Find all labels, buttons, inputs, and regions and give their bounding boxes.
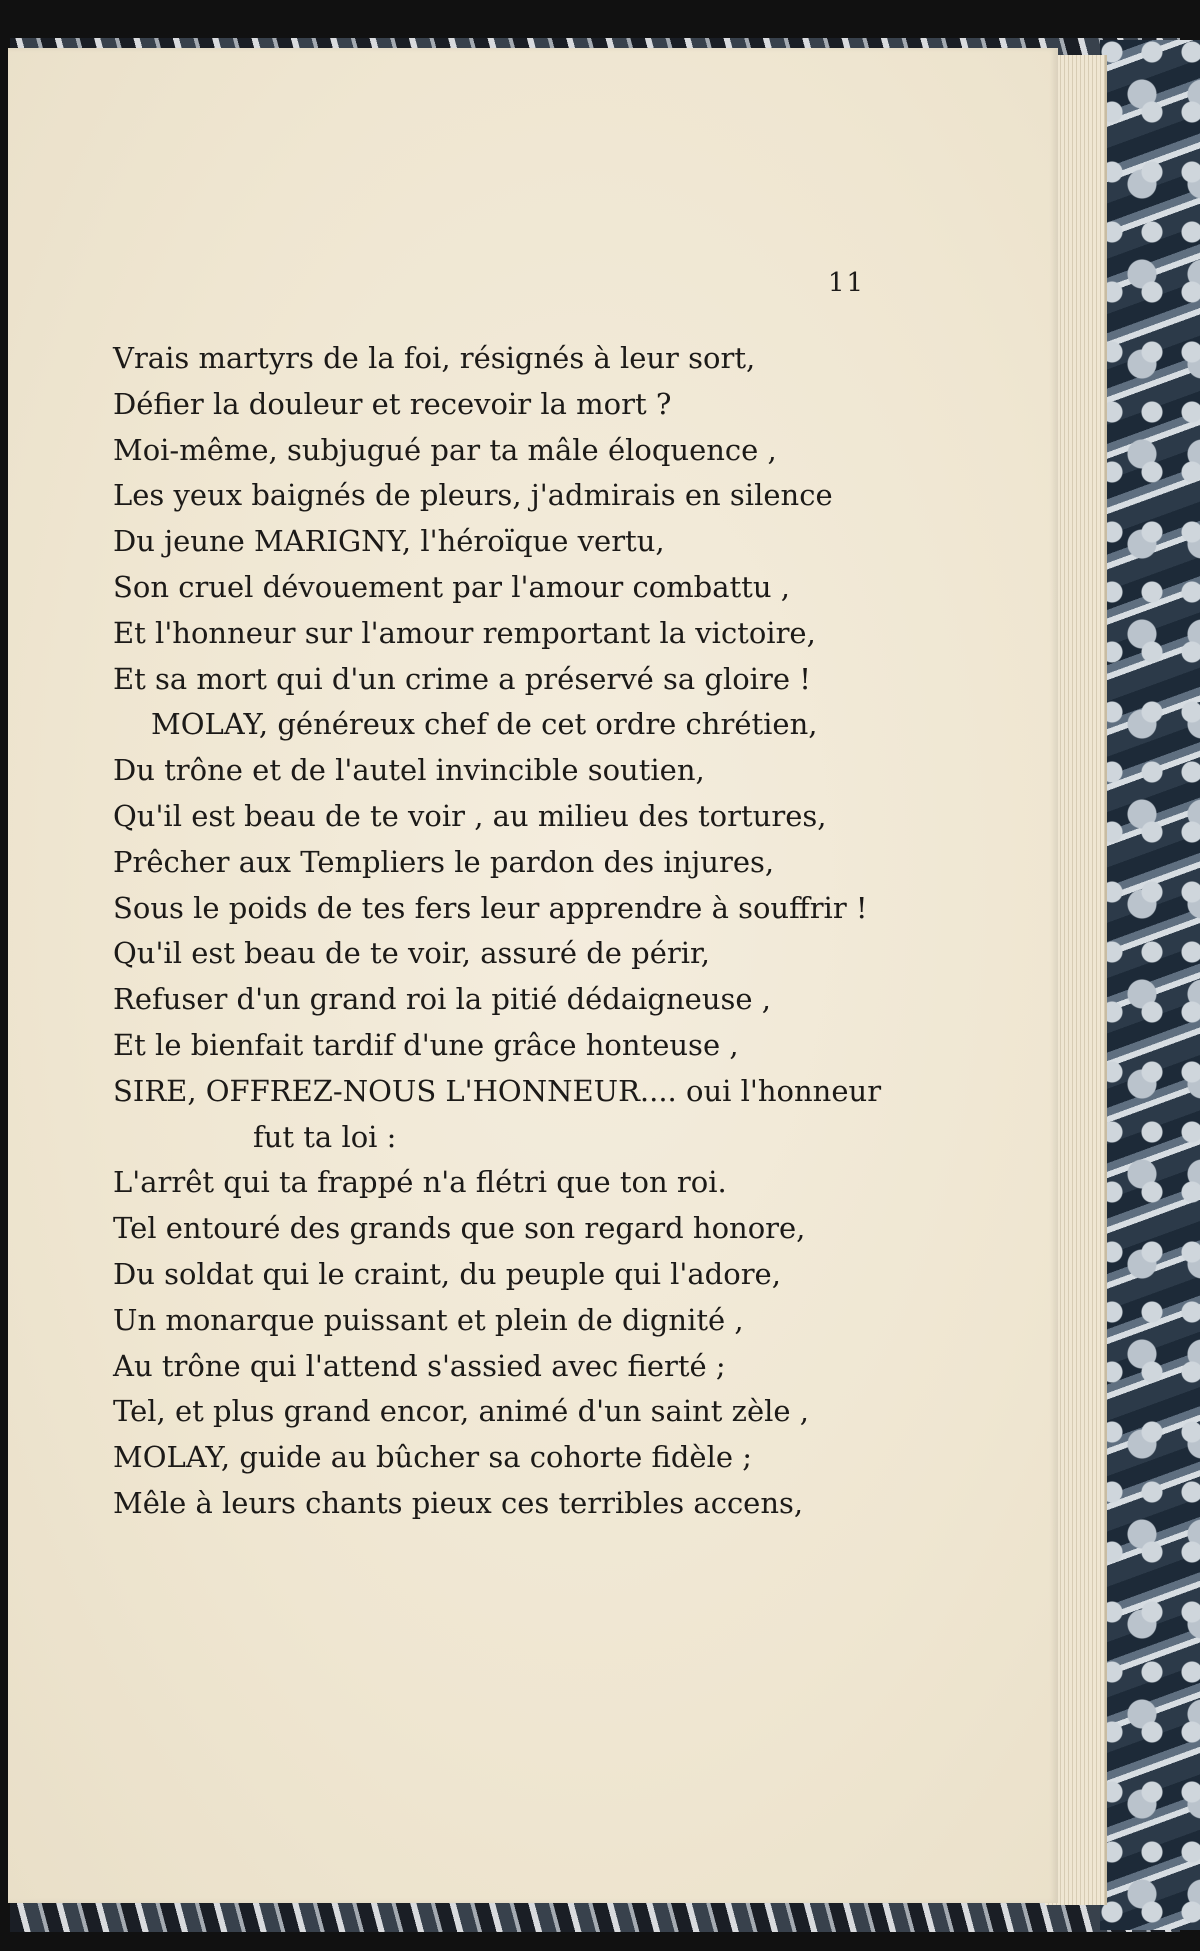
verse-line: Prêcher aux Templiers le pardon des injures, — [113, 844, 775, 879]
verse-line: Mêle à leurs chants pieux ces terribles accens, — [113, 1485, 804, 1520]
verse-line: Du trône et de l'autel invincible soutien, — [113, 753, 705, 788]
book-page — [8, 48, 1058, 1903]
verse-line: SIRE, OFFREZ-NOUS L'HONNEUR.... oui l'honneur — [113, 1073, 882, 1108]
verse-line: Du jeune MARIGNY, l'héroïque vertu, — [113, 524, 665, 559]
verse-line: Son cruel dévouement par l'amour combattu , — [113, 569, 790, 604]
verse-line: Et le bienfait tardif d'une grâce honteuse , — [113, 1027, 739, 1062]
verse-line: Au trône qui l'attend s'assied avec fierté ; — [113, 1348, 726, 1383]
verse-line: L'arrêt qui ta frappé n'a flétri que ton roi. — [113, 1165, 727, 1200]
verse-line: Refuser d'un grand roi la pitié dédaigneuse , — [113, 982, 771, 1017]
verse-line: Un monarque puissant et plein de dignité , — [113, 1302, 744, 1337]
verse-line: Tel, et plus grand encor, animé d'un saint zèle , — [113, 1394, 809, 1429]
verse-line: Sous le poids de tes fers leur apprendre à souffrir ! — [113, 890, 868, 925]
verse-line: MOLAY, généreux chef de cet ordre chrétien, — [151, 707, 818, 742]
poem-text — [113, 336, 1013, 1527]
verse-line: Du soldat qui le craint, du peuple qui l'adore, — [113, 1256, 781, 1291]
verse-line: Et sa mort qui d'un crime a préservé sa gloire ! — [113, 661, 811, 696]
verse-line: Les yeux baignés de pleurs, j'admirais en silence — [113, 478, 833, 513]
verse-line-continuation: fut ta loi : — [253, 1119, 397, 1154]
verse-line: Tel entouré des grands que son regard honore, — [113, 1211, 806, 1246]
page-number: 11 — [828, 268, 866, 298]
verse-line: MOLAY, guide au bûcher sa cohorte fidèle ; — [113, 1440, 753, 1475]
verse-line: Et l'honneur sur l'amour remportant la victoire, — [113, 615, 816, 650]
verse-line: Qu'il est beau de te voir, assuré de périr, — [113, 936, 710, 971]
verse-line: Vrais martyrs de la foi, résignés à leur sort, — [113, 341, 756, 375]
verse-line: Moi-même, subjugué par ta mâle éloquence , — [113, 432, 777, 467]
marbled-cover — [1100, 40, 1200, 1930]
marbled-endpaper-bottom — [10, 1898, 1180, 1932]
verse-line: Qu'il est beau de te voir , au milieu des tortures, — [113, 798, 827, 833]
verse-line: Défier la douleur et recevoir la mort ? — [113, 386, 672, 421]
